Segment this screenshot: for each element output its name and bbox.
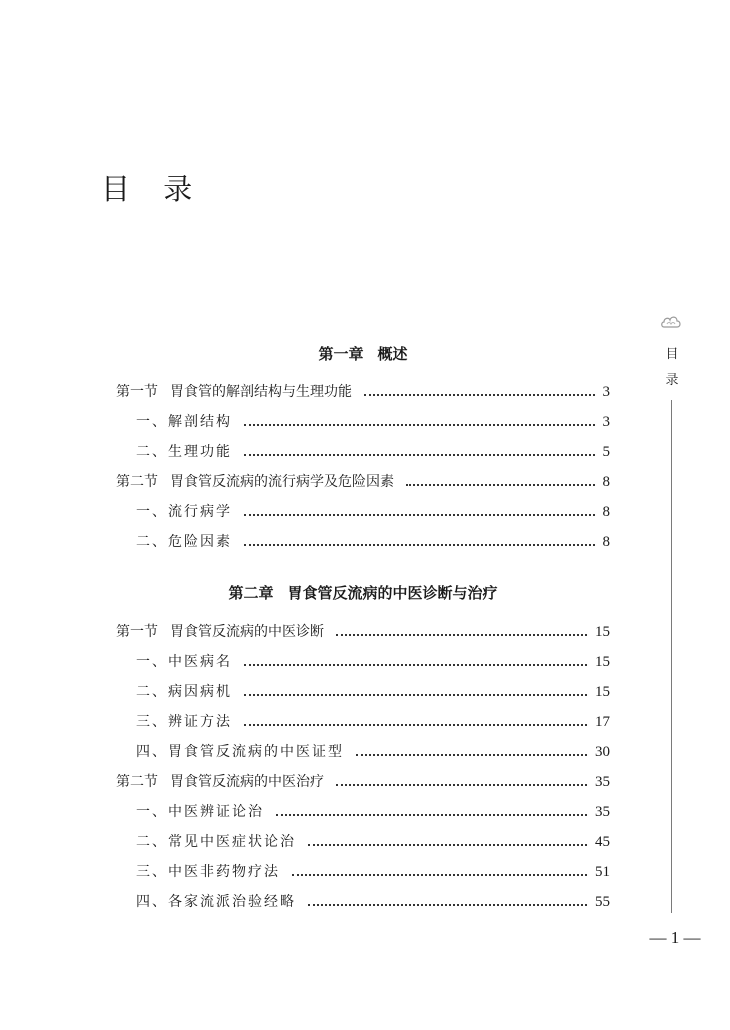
toc-item-entry[interactable] xyxy=(136,711,610,733)
toc-item-entry[interactable] xyxy=(136,411,610,433)
page-number: 8 xyxy=(602,474,610,490)
toc-item-entry[interactable] xyxy=(136,891,610,913)
page-number: 15 xyxy=(595,654,610,670)
chapter-number: 第二章 xyxy=(228,584,274,602)
toc-section-entry[interactable] xyxy=(116,471,610,493)
item-number: 一、 xyxy=(136,504,168,520)
item-title: 辨证方法 xyxy=(168,714,232,730)
section-number: 第二节 xyxy=(116,474,158,490)
page-number: 3 xyxy=(602,384,610,400)
item-number: 二、 xyxy=(136,444,168,460)
item-number: 一、 xyxy=(136,414,168,430)
item-number: 一、 xyxy=(136,804,168,820)
item-number: 三、 xyxy=(136,864,168,880)
running-header-char: 目 xyxy=(665,347,679,362)
section-title: 胃食管反流病的中医诊断 xyxy=(170,624,324,640)
item-title: 解剖结构 xyxy=(168,414,232,430)
page-number: 35 xyxy=(595,804,610,820)
item-title: 危险因素 xyxy=(168,534,232,550)
item-number: 四、 xyxy=(136,744,168,760)
toc-item-entry[interactable] xyxy=(136,531,610,553)
chapter-number: 第一章 xyxy=(318,345,364,363)
page-number: 5 xyxy=(602,444,610,460)
chapter-title: 胃食管反流病的中医诊断与治疗 xyxy=(287,584,498,602)
toc-section-entry[interactable] xyxy=(116,381,610,403)
section-title: 胃食管反流病的中医治疗 xyxy=(170,774,324,790)
toc-item-entry[interactable] xyxy=(136,501,610,523)
dot-leader xyxy=(364,394,595,396)
toc-item-entry[interactable] xyxy=(136,681,610,703)
item-title: 常见中医症状论治 xyxy=(168,834,296,850)
dot-leader xyxy=(308,904,587,906)
dot-leader xyxy=(244,724,587,726)
toc-item-entry[interactable] xyxy=(136,441,610,463)
item-title: 中医病名 xyxy=(168,654,232,670)
page-folio: — 1 — xyxy=(649,928,701,947)
item-number: 三、 xyxy=(136,714,168,730)
section-number: 第一节 xyxy=(116,384,158,400)
item-title: 流行病学 xyxy=(168,504,232,520)
running-header-char: 录 xyxy=(665,373,679,388)
dot-leader xyxy=(244,454,595,456)
dot-leader xyxy=(308,844,587,846)
chapter-heading[interactable] xyxy=(116,582,610,604)
dot-leader xyxy=(336,784,587,786)
toc-item-entry[interactable] xyxy=(136,651,610,673)
page-number: 8 xyxy=(602,504,610,520)
toc-item-entry[interactable] xyxy=(136,831,610,853)
section-number: 第一节 xyxy=(116,624,158,640)
running-header-vertical xyxy=(664,342,680,394)
page-number: 55 xyxy=(595,894,610,910)
item-number: 二、 xyxy=(136,534,168,550)
page-title: 目 录 xyxy=(101,172,205,206)
toc-item-entry[interactable] xyxy=(136,741,610,763)
dot-leader xyxy=(244,664,587,666)
toc-section-entry[interactable] xyxy=(116,621,610,643)
page-number: 45 xyxy=(595,834,610,850)
page-number: 3 xyxy=(602,414,610,430)
toc-section-entry[interactable] xyxy=(116,771,610,793)
cloud-ornament-icon xyxy=(660,312,682,334)
page-number: 15 xyxy=(595,684,610,700)
margin-rule xyxy=(671,400,672,913)
dot-leader xyxy=(356,754,587,756)
chapter-title: 概述 xyxy=(377,345,408,363)
item-number: 一、 xyxy=(136,654,168,670)
section-title: 胃食管的解剖结构与生理功能 xyxy=(170,384,352,400)
page-number: 35 xyxy=(595,774,610,790)
chapter-heading[interactable] xyxy=(116,343,610,365)
page-number: 8 xyxy=(602,534,610,550)
item-number: 二、 xyxy=(136,834,168,850)
item-number: 二、 xyxy=(136,684,168,700)
dot-leader xyxy=(276,814,587,816)
dot-leader xyxy=(336,634,587,636)
item-title: 病因病机 xyxy=(168,684,232,700)
dot-leader xyxy=(244,514,595,516)
section-number: 第二节 xyxy=(116,774,158,790)
dot-leader xyxy=(244,424,595,426)
toc-item-entry[interactable] xyxy=(136,801,610,823)
item-title: 中医非药物疗法 xyxy=(168,864,280,880)
item-title: 中医辨证论治 xyxy=(168,804,264,820)
page-number: 30 xyxy=(595,744,610,760)
page-number: 51 xyxy=(595,864,610,880)
dot-leader xyxy=(292,874,587,876)
dot-leader xyxy=(406,484,595,486)
toc-item-entry[interactable] xyxy=(136,861,610,883)
item-title: 生理功能 xyxy=(168,444,232,460)
item-title: 各家流派治验经略 xyxy=(168,894,296,910)
page-number: 17 xyxy=(595,714,610,730)
dot-leader xyxy=(244,544,595,546)
page-number: 15 xyxy=(595,624,610,640)
section-title: 胃食管反流病的流行病学及危险因素 xyxy=(170,474,394,490)
dot-leader xyxy=(244,694,587,696)
item-title: 胃食管反流病的中医证型 xyxy=(168,744,344,760)
item-number: 四、 xyxy=(136,894,168,910)
